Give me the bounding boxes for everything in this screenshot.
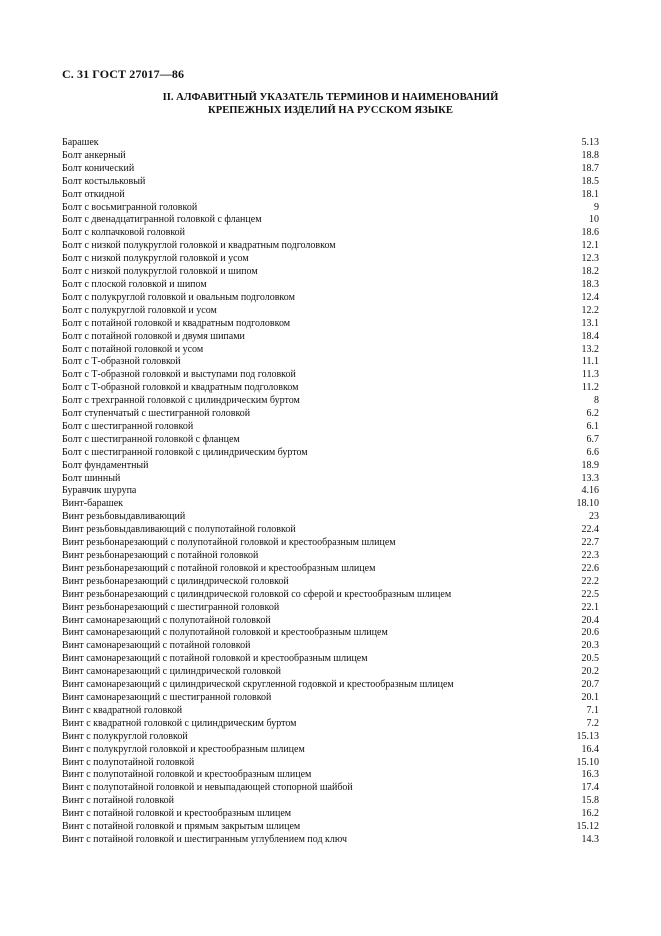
index-ref: 6.2 <box>586 408 599 420</box>
index-entry <box>62 498 599 511</box>
index-entry <box>62 266 599 279</box>
index-ref: 18.8 <box>581 149 599 161</box>
page-header: С. 31 ГОСТ 27017—86 <box>62 67 185 81</box>
index-term: Болт костыльковый <box>62 175 146 187</box>
index-ref: 22.6 <box>581 562 599 574</box>
index-ref: 15.10 <box>576 756 599 768</box>
index-term: Винт резьбонарезающий с цилиндрической головкой <box>62 575 289 587</box>
index-ref: 16.3 <box>581 769 599 781</box>
index-ref: 22.2 <box>581 575 599 587</box>
index-term: Болт с колпачковой головкой <box>62 227 186 239</box>
index-term: Болт с плоской головкой и шипом <box>62 278 207 290</box>
index-entry <box>62 744 599 757</box>
index-term: Болт с низкой полукруглой головкой и шипом <box>62 266 258 278</box>
index-ref: 22.5 <box>581 588 599 600</box>
index-entry <box>62 653 599 666</box>
index-ref: 20.5 <box>581 653 599 665</box>
index-ref: 6.7 <box>586 433 599 445</box>
index-entry <box>62 666 599 679</box>
index-term: Болт с трехгранной головкой с цилиндрическим буртом <box>62 395 300 407</box>
index-term: Винт с потайной головкой и шестигранным углублением под ключ <box>62 833 348 845</box>
index-entry <box>62 434 599 447</box>
index-ref: 8 <box>594 395 599 407</box>
index-entry <box>62 524 599 537</box>
index-ref: 20.1 <box>581 691 599 703</box>
index-term: Винт самонарезающий с полупотайной головкой и крестообразным шлицем <box>62 627 388 639</box>
index-entry <box>62 821 599 834</box>
index-term: Винт резьбонарезающий с полупотайной головкой и крестообразным шлицем <box>62 537 396 549</box>
index-ref: 18.2 <box>581 266 599 278</box>
index-entry <box>62 782 599 795</box>
index-entry <box>62 331 599 344</box>
index-ref: 22.4 <box>581 524 599 536</box>
index-term: Болт ступенчатый с шестигранной головкой <box>62 408 251 420</box>
index-term: Винт с полупотайной головкой и невыпадающей стопорной шайбой <box>62 782 353 794</box>
index-ref: 7.1 <box>586 704 599 716</box>
index-entry <box>62 214 599 227</box>
index-term: Болт фундаментный <box>62 459 149 471</box>
index-entry <box>62 253 599 266</box>
index-entry <box>62 640 599 653</box>
index-term: Винт с полукруглой головкой <box>62 730 188 742</box>
index-term: Винт самонарезающий с полупотайной головкой <box>62 614 271 626</box>
index-entry <box>62 318 599 331</box>
index-entry <box>62 485 599 498</box>
index-term: Болт с потайной головкой и усом <box>62 343 204 355</box>
index-entry <box>62 511 599 524</box>
index-entry <box>62 808 599 821</box>
index-entry <box>62 137 599 150</box>
index-entry <box>62 356 599 369</box>
index-term: Винт самонарезающий с потайной головкой и крестообразным шлицем <box>62 653 368 665</box>
index-term: Болт с шестигранной головкой <box>62 420 194 432</box>
index-entry <box>62 305 599 318</box>
index-ref: 18.3 <box>581 278 599 290</box>
index-ref: 12.4 <box>581 291 599 303</box>
index-entry <box>62 705 599 718</box>
index-ref: 22.1 <box>581 601 599 613</box>
index-entry <box>62 150 599 163</box>
index-entry <box>62 460 599 473</box>
index-ref: 5.13 <box>581 137 599 148</box>
index-term: Болт с шестигранной головкой с цилиндрическим буртом <box>62 446 308 458</box>
index-entry <box>62 202 599 215</box>
index-entry <box>62 176 599 189</box>
index-entry <box>62 718 599 731</box>
index-ref: 10 <box>589 214 599 226</box>
index-term: Болт с шестигранной головкой с фланцем <box>62 433 240 445</box>
index-ref: 14.3 <box>581 833 599 845</box>
index-entry <box>62 382 599 395</box>
index-entry <box>62 589 599 602</box>
index-list <box>62 137 599 847</box>
index-term: Болт с Т-образной головкой <box>62 356 181 368</box>
index-term: Болт анкерный <box>62 149 126 161</box>
index-entry <box>62 447 599 460</box>
index-ref: 6.1 <box>586 420 599 432</box>
index-term: Винт резьбонарезающий с потайной головкой <box>62 550 259 561</box>
index-entry <box>62 473 599 486</box>
index-term: Винт-барашек <box>62 498 124 510</box>
index-entry <box>62 369 599 382</box>
index-entry <box>62 408 599 421</box>
index-term: Болт с двенадцатигранной головкой с фланцем <box>62 214 262 226</box>
index-entry <box>62 769 599 782</box>
index-entry <box>62 731 599 744</box>
index-term: Винт с полупотайной головкой <box>62 756 195 768</box>
index-term: Винт с квадратной головкой <box>62 704 183 716</box>
index-entry <box>62 795 599 808</box>
index-ref: 18.1 <box>581 188 599 200</box>
index-term: Винт с квадратной головкой с цилиндрическим буртом <box>62 717 297 729</box>
index-entry <box>62 692 599 705</box>
index-term: Винт самонарезающий с цилиндрической скругленной годовкой и крестообразным шлицем <box>62 679 454 691</box>
index-ref: 11.2 <box>581 382 599 394</box>
index-term: Винт с потайной головкой <box>62 795 175 807</box>
index-ref: 12.3 <box>581 253 599 265</box>
section-title <box>0 91 661 117</box>
index-term: Болт шинный <box>62 472 121 484</box>
index-ref: 18.4 <box>581 330 599 342</box>
index-ref: 15.8 <box>581 795 599 807</box>
index-ref: 20.6 <box>581 627 599 639</box>
index-entry <box>62 537 599 550</box>
index-ref: 18.10 <box>576 498 599 510</box>
index-entry <box>62 395 599 408</box>
index-term: Винт резьбовыдавливающий <box>62 511 186 523</box>
index-ref: 13.1 <box>581 317 599 329</box>
index-term: Винт с потайной головкой и прямым закрытым шлицем <box>62 821 301 833</box>
index-ref: 13.3 <box>581 472 599 484</box>
index-term: Болт с низкой полукруглой головкой и квадратным подголовком <box>62 240 336 252</box>
index-term: Болт конический <box>62 162 135 174</box>
index-ref: 15.13 <box>576 730 599 742</box>
index-entry <box>62 563 599 576</box>
index-ref: 20.4 <box>581 614 599 626</box>
index-entry <box>62 834 599 847</box>
index-term: Болт с низкой полукруглой головкой и усом <box>62 253 249 265</box>
index-entry <box>62 757 599 770</box>
index-term: Болт откидной <box>62 188 125 200</box>
index-term: Винт резьбонарезающий с шестигранной головкой <box>62 601 280 613</box>
index-ref: 23 <box>589 511 599 523</box>
index-term: Болт с Т-образной головкой и выступами под головкой <box>62 369 296 381</box>
index-term: Винт резьбонарезающий с цилиндрической головкой со сферой и крестообразным шлицем <box>62 588 452 600</box>
index-ref: 16.2 <box>581 808 599 820</box>
index-ref: 18.9 <box>581 459 599 471</box>
index-term: Болт с потайной головкой и двумя шипами <box>62 330 245 342</box>
index-term: Винт с полупотайной головкой и крестообразным шлицем <box>62 769 312 781</box>
index-ref: 22.3 <box>581 550 599 561</box>
index-ref: 4.16 <box>581 485 599 497</box>
index-term: Болт с полукруглой головкой и усом <box>62 304 217 316</box>
index-term: Барашек <box>62 137 99 148</box>
index-entry <box>62 550 599 563</box>
index-entry <box>62 279 599 292</box>
index-ref: 9 <box>594 201 599 213</box>
index-ref: 18.6 <box>581 227 599 239</box>
index-ref: 18.5 <box>581 175 599 187</box>
index-ref: 18.7 <box>581 162 599 174</box>
index-term: Болт с полукруглой головкой и овальным подголовком <box>62 291 295 303</box>
index-term: Болт с потайной головкой и квадратным подголовком <box>62 317 291 329</box>
index-ref: 16.4 <box>581 743 599 755</box>
index-term: Болт с Т-образной головкой и квадратным подголовком <box>62 382 299 394</box>
index-term: Винт самонарезающий с потайной головкой <box>62 640 251 652</box>
index-entry <box>62 227 599 240</box>
index-entry <box>62 602 599 615</box>
index-entry <box>62 421 599 434</box>
index-ref: 11.1 <box>581 356 599 368</box>
index-ref: 7.2 <box>586 717 599 729</box>
index-ref: 12.2 <box>581 304 599 316</box>
index-ref: 15.12 <box>576 821 599 833</box>
index-entry <box>62 163 599 176</box>
index-entry <box>62 615 599 628</box>
index-entry <box>62 189 599 202</box>
index-entry <box>62 627 599 640</box>
index-term: Болт с восьмигранной головкой <box>62 201 198 213</box>
index-entry <box>62 344 599 357</box>
index-term: Винт самонарезающий с цилиндрической головкой <box>62 666 281 678</box>
index-ref: 6.6 <box>586 446 599 458</box>
index-ref: 20.3 <box>581 640 599 652</box>
index-entry <box>62 576 599 589</box>
index-term: Винт с потайной головкой и крестообразным шлицем <box>62 808 292 820</box>
index-term: Винт с полукруглой головкой и крестообразным шлицем <box>62 743 305 755</box>
index-ref: 20.2 <box>581 666 599 678</box>
index-entry <box>62 679 599 692</box>
index-entry <box>62 240 599 253</box>
index-entry <box>62 292 599 305</box>
section-title-line-2: КРЕПЕЖНЫХ ИЗДЕЛИЙ НА РУССКОМ ЯЗЫКЕ <box>208 105 453 116</box>
index-term: Буравчик шурупа <box>62 485 137 497</box>
section-title-line-1: II. АЛФАВИТНЫЙ УКАЗАТЕЛЬ ТЕРМИНОВ И НАИМЕНОВАНИЙ <box>162 92 499 103</box>
index-term: Винт резьбонарезающий с потайной головкой и крестообразным шлицем <box>62 562 376 574</box>
index-ref: 11.3 <box>581 369 599 381</box>
index-term: Винт самонарезающий с шестигранной головкой <box>62 691 272 703</box>
index-ref: 20.7 <box>581 679 599 691</box>
index-term: Винт резьбовыдавливающий с полупотайной головкой <box>62 524 296 536</box>
index-ref: 13.2 <box>581 343 599 355</box>
index-ref: 17.4 <box>581 782 599 794</box>
index-ref: 12.1 <box>581 240 599 252</box>
index-ref: 22.7 <box>581 537 599 549</box>
